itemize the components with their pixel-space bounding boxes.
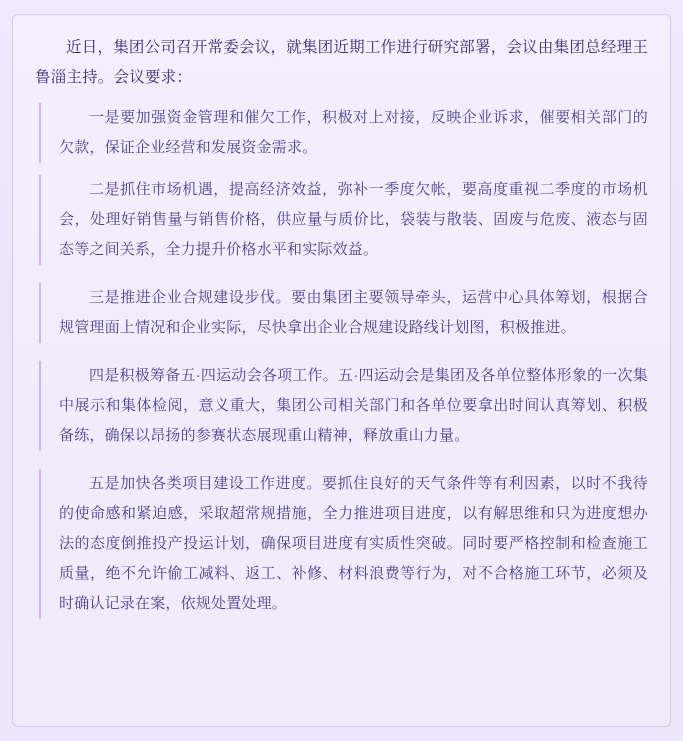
document-item-4 [39, 361, 648, 451]
document-item-3 [39, 283, 648, 343]
document-item-3-text: 三是推进企业合规建设步伐。要由集团主要领导牵头，运营中心具体筹划，根据合规管理面上情况和企业实际，尽快拿出企业合规建设路线计划图，积极推进。 [59, 289, 648, 336]
document-item-1 [39, 103, 648, 163]
document-item-5-text: 五是加快各类项目建设工作进度。要抓住良好的天气条件等有利因素，以时不我待的使命感和紧迫感，采取超常规措施，全力推进项目进度，以有解思维和只为进度想办法的态度倒推投产投运计划，确保项目进度有实质性突破。同时要严格控制和检查施工质量，绝不允许偷工减料、返工、补修、材料浪费等行为，对不合格施工环节，必须及时确认记录在案，依规处置处理。 [59, 475, 648, 612]
document-lead-paragraph: 近日，集团公司召开常委会议，就集团近期工作进行研究部署，会议由集团总经理王鲁淄主持。会议要求： [35, 39, 648, 86]
document-item-2 [39, 175, 648, 265]
document-item-5 [39, 469, 648, 619]
document-item-2-text: 二是抓住市场机遇，提高经济效益，弥补一季度欠帐，要高度重视二季度的市场机会，处理好销售量与销售价格，供应量与质价比，袋装与散装、固废与危废、液态与固态等之间关系，全力提升价格水平和实际效益。 [59, 181, 648, 258]
document-item-4-text: 四是积极筹备五·四运动会各项工作。五·四运动会是集团及各单位整体形象的一次集中展示和集体检阅，意义重大，集团公司相关部门和各单位要拿出时间认真筹划、积极备练，确保以昂扬的参赛状态展现重山精神，释放重山力量。 [59, 367, 648, 444]
document-card [12, 14, 671, 727]
document-item-1-text: 一是要加强资金管理和催欠工作，积极对上对接，反映企业诉求，催要相关部门的欠款，保证企业经营和发展资金需求。 [59, 109, 648, 156]
